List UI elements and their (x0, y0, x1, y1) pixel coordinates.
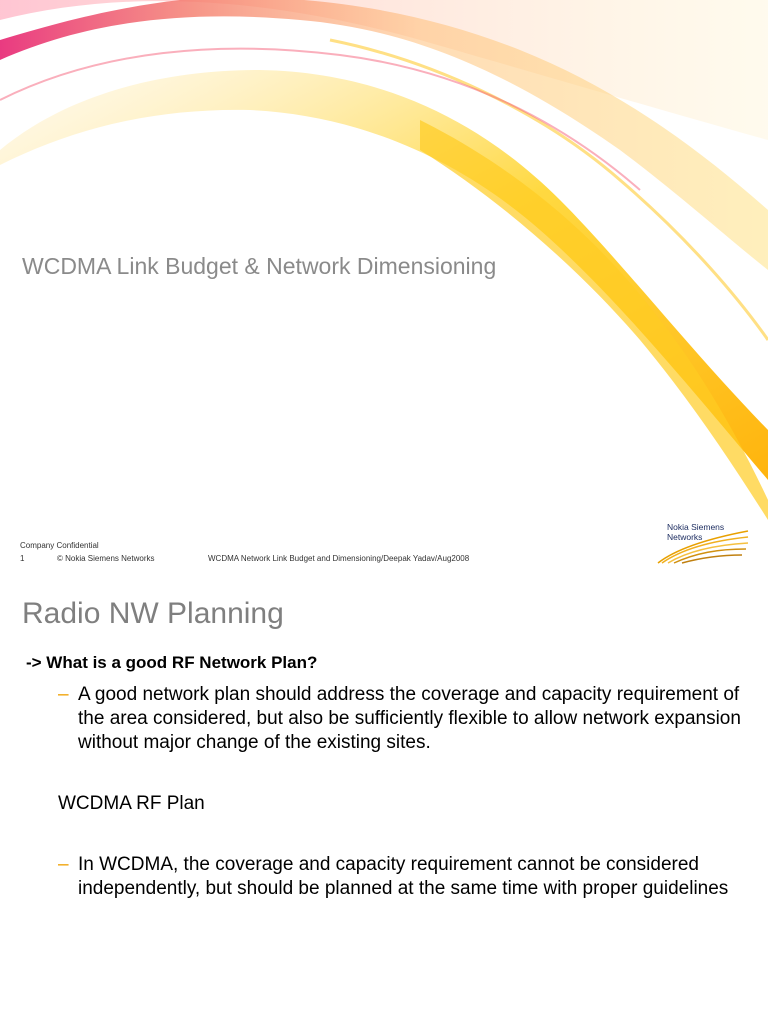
company-logo (667, 522, 724, 542)
bullet-dash-icon: – (58, 684, 69, 705)
slide-title: WCDMA Link Budget & Network Dimensioning (22, 253, 497, 279)
subheading: WCDMA RF Plan (58, 793, 205, 814)
confidential-label: Company Confidential (20, 541, 99, 550)
page-number: 1 (20, 554, 25, 563)
bullet-text: A good network plan should address the coverage and capacity requirement of the area considered, but also be sufficiently flexible to allow network expansion without major change of the existing sites. (78, 684, 741, 753)
logo-line-2: Networks (667, 532, 703, 542)
bullet-text: In WCDMA, the coverage and capacity requirement cannot be considered independently, but should be planned at the same time with proper guidelines (78, 854, 729, 899)
copyright-text: © Nokia Siemens Networks (57, 554, 155, 563)
logo-line-1: Nokia Siemens (667, 522, 725, 532)
content-slide (0, 575, 768, 1024)
question-heading: -> What is a good RF Network Plan? (26, 653, 318, 672)
slide-title: Radio NW Planning (22, 597, 284, 630)
bullet-dash-icon: – (58, 854, 69, 875)
document-info: WCDMA Network Link Budget and Dimensioning/Deepak Yadav/Aug2008 (208, 554, 470, 563)
